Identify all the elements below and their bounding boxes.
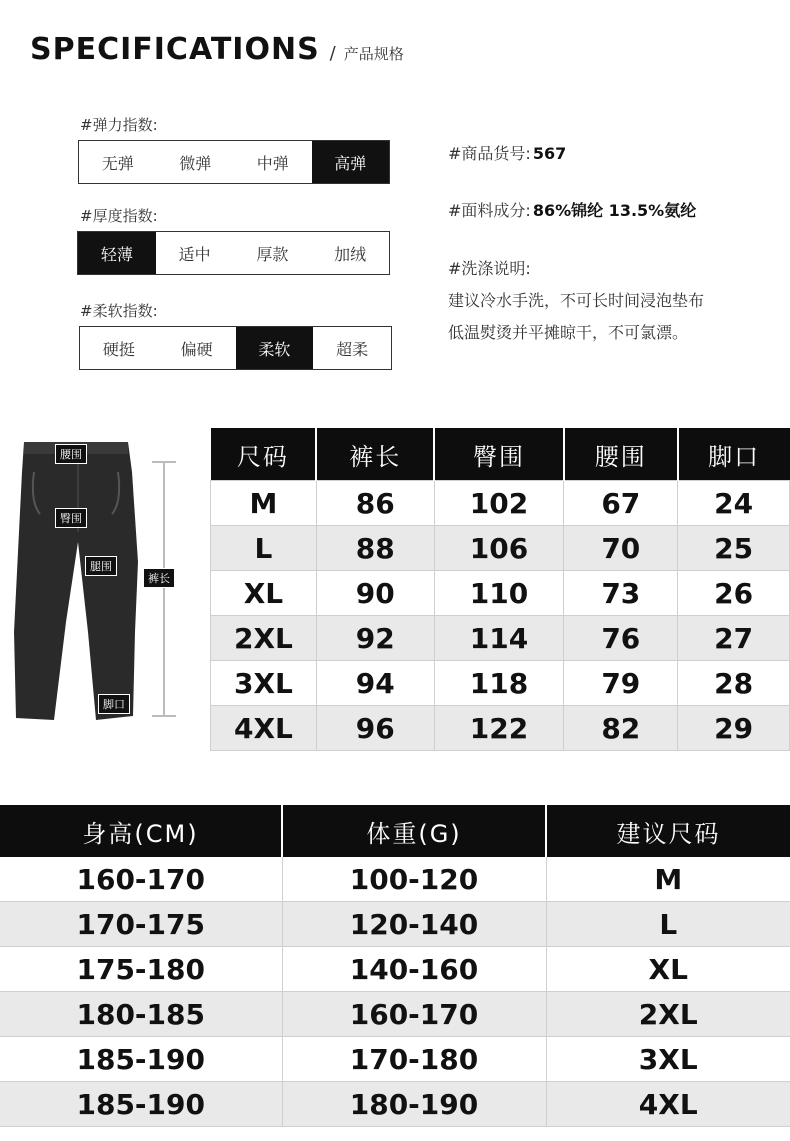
table-cell: 160-170 (0, 857, 282, 902)
table-cell: 2XL (211, 616, 317, 661)
table-cell: 185-190 (0, 1037, 282, 1082)
thigh-tag: 腿围 (85, 556, 117, 576)
table-row (211, 706, 790, 751)
thickness-option: 适中 (178, 244, 211, 264)
pants-diagram (0, 432, 210, 732)
page-title: SPECIFICATIONS (30, 32, 320, 67)
table-cell: 27 (678, 616, 790, 661)
table-cell: 82 (564, 706, 678, 751)
table-cell: 76 (564, 616, 678, 661)
table-cell: 86 (316, 481, 434, 526)
table-cell: 4XL (211, 706, 317, 751)
table-cell: 114 (434, 616, 564, 661)
table-cell: M (546, 857, 790, 902)
table-cell: 3XL (211, 661, 317, 706)
page-title-block (30, 32, 404, 67)
table-cell: L (546, 902, 790, 947)
table-row (0, 1082, 790, 1127)
table-cell: L (211, 526, 317, 571)
table-cell: 170-180 (282, 1037, 546, 1082)
softness-label: #柔软指数: (80, 302, 158, 320)
table-cell: 24 (678, 481, 790, 526)
table-cell: 3XL (546, 1037, 790, 1082)
elasticity-scale (78, 140, 390, 184)
table-cell: 170-175 (0, 902, 282, 947)
table-cell: 160-170 (282, 992, 546, 1037)
wash-instructions: 建议冷水手洗，不可长时间浸泡垫布低温熨烫并平摊晾干，不可氯漂。 (448, 291, 705, 342)
table-cell: 73 (564, 571, 678, 616)
table-cell: XL (546, 947, 790, 992)
table-cell: 92 (316, 616, 434, 661)
elasticity-option: 无弹 (101, 153, 134, 173)
pants-illustration (0, 432, 210, 732)
table-cell: 118 (434, 661, 564, 706)
table-cell: 106 (434, 526, 564, 571)
item-number-label: #商品货号: (448, 144, 531, 163)
hem-tag: 脚口 (98, 694, 130, 714)
table-cell: 70 (564, 526, 678, 571)
table-cell: 185-190 (0, 1082, 282, 1127)
table-cell: 175-180 (0, 947, 282, 992)
title-separator: / (329, 43, 336, 64)
softness-option: 偏硬 (180, 339, 213, 359)
wash-label: #洗涤说明: (448, 259, 531, 278)
size-table-header (211, 428, 790, 481)
table-row (0, 1037, 790, 1082)
table-row (211, 571, 790, 616)
softness-option: 硬挺 (102, 339, 135, 359)
table-cell: 26 (678, 571, 790, 616)
table-cell: M (211, 481, 317, 526)
elasticity-label: #弹力指数: (80, 116, 158, 134)
fabric-composition (448, 198, 696, 221)
table-row (0, 902, 790, 947)
thickness-option: 厚款 (256, 244, 289, 264)
elasticity-option: 中弹 (256, 153, 289, 173)
col-header: 体重(G) (282, 805, 546, 857)
elasticity-option-selected: 高弹 (312, 141, 390, 183)
length-tag: 裤长 (143, 568, 175, 588)
recommendation-header (0, 805, 790, 857)
table-cell: 110 (434, 571, 564, 616)
table-row (211, 661, 790, 706)
col-header: 尺码 (211, 428, 317, 481)
table-cell: 122 (434, 706, 564, 751)
col-header: 裤长 (316, 428, 434, 481)
thickness-label: #厚度指数: (80, 207, 158, 225)
table-cell: 94 (316, 661, 434, 706)
elasticity-option: 微弹 (179, 153, 212, 173)
waist-tag: 腰围 (55, 444, 87, 464)
table-cell: XL (211, 571, 317, 616)
col-header: 腰围 (564, 428, 678, 481)
item-number (448, 141, 566, 164)
table-row (0, 947, 790, 992)
table-cell: 79 (564, 661, 678, 706)
table-cell: 96 (316, 706, 434, 751)
table-row (211, 481, 790, 526)
item-number-value: 567 (532, 144, 567, 163)
softness-scale (79, 326, 392, 370)
table-row (0, 857, 790, 902)
table-row (211, 526, 790, 571)
table-row (0, 992, 790, 1037)
softness-option: 超柔 (336, 339, 369, 359)
col-header: 脚口 (678, 428, 790, 481)
table-cell: 25 (678, 526, 790, 571)
fabric-label: #面料成分: (448, 201, 531, 220)
fabric-value: 86%锦纶 13.5%氨纶 (532, 201, 697, 220)
hip-tag: 臀围 (55, 508, 87, 528)
thickness-scale (77, 231, 390, 275)
table-cell: 4XL (546, 1082, 790, 1127)
table-cell: 2XL (546, 992, 790, 1037)
table-cell: 100-120 (282, 857, 546, 902)
thickness-option-selected: 轻薄 (78, 232, 156, 274)
table-cell: 88 (316, 526, 434, 571)
col-header: 建议尺码 (546, 805, 790, 857)
table-cell: 67 (564, 481, 678, 526)
table-cell: 28 (678, 661, 790, 706)
size-recommendation-table (0, 805, 790, 1127)
table-cell: 120-140 (282, 902, 546, 947)
table-cell: 180-185 (0, 992, 282, 1037)
col-header: 身高(CM) (0, 805, 282, 857)
size-table (210, 428, 790, 751)
col-header: 臀围 (434, 428, 564, 481)
thickness-option: 加绒 (334, 244, 367, 264)
table-cell: 140-160 (282, 947, 546, 992)
table-cell: 102 (434, 481, 564, 526)
softness-option-selected: 柔软 (236, 327, 314, 369)
table-row (211, 616, 790, 661)
page-subtitle: 产品规格 (343, 45, 404, 63)
table-cell: 90 (316, 571, 434, 616)
table-cell: 29 (678, 706, 790, 751)
table-cell: 180-190 (282, 1082, 546, 1127)
